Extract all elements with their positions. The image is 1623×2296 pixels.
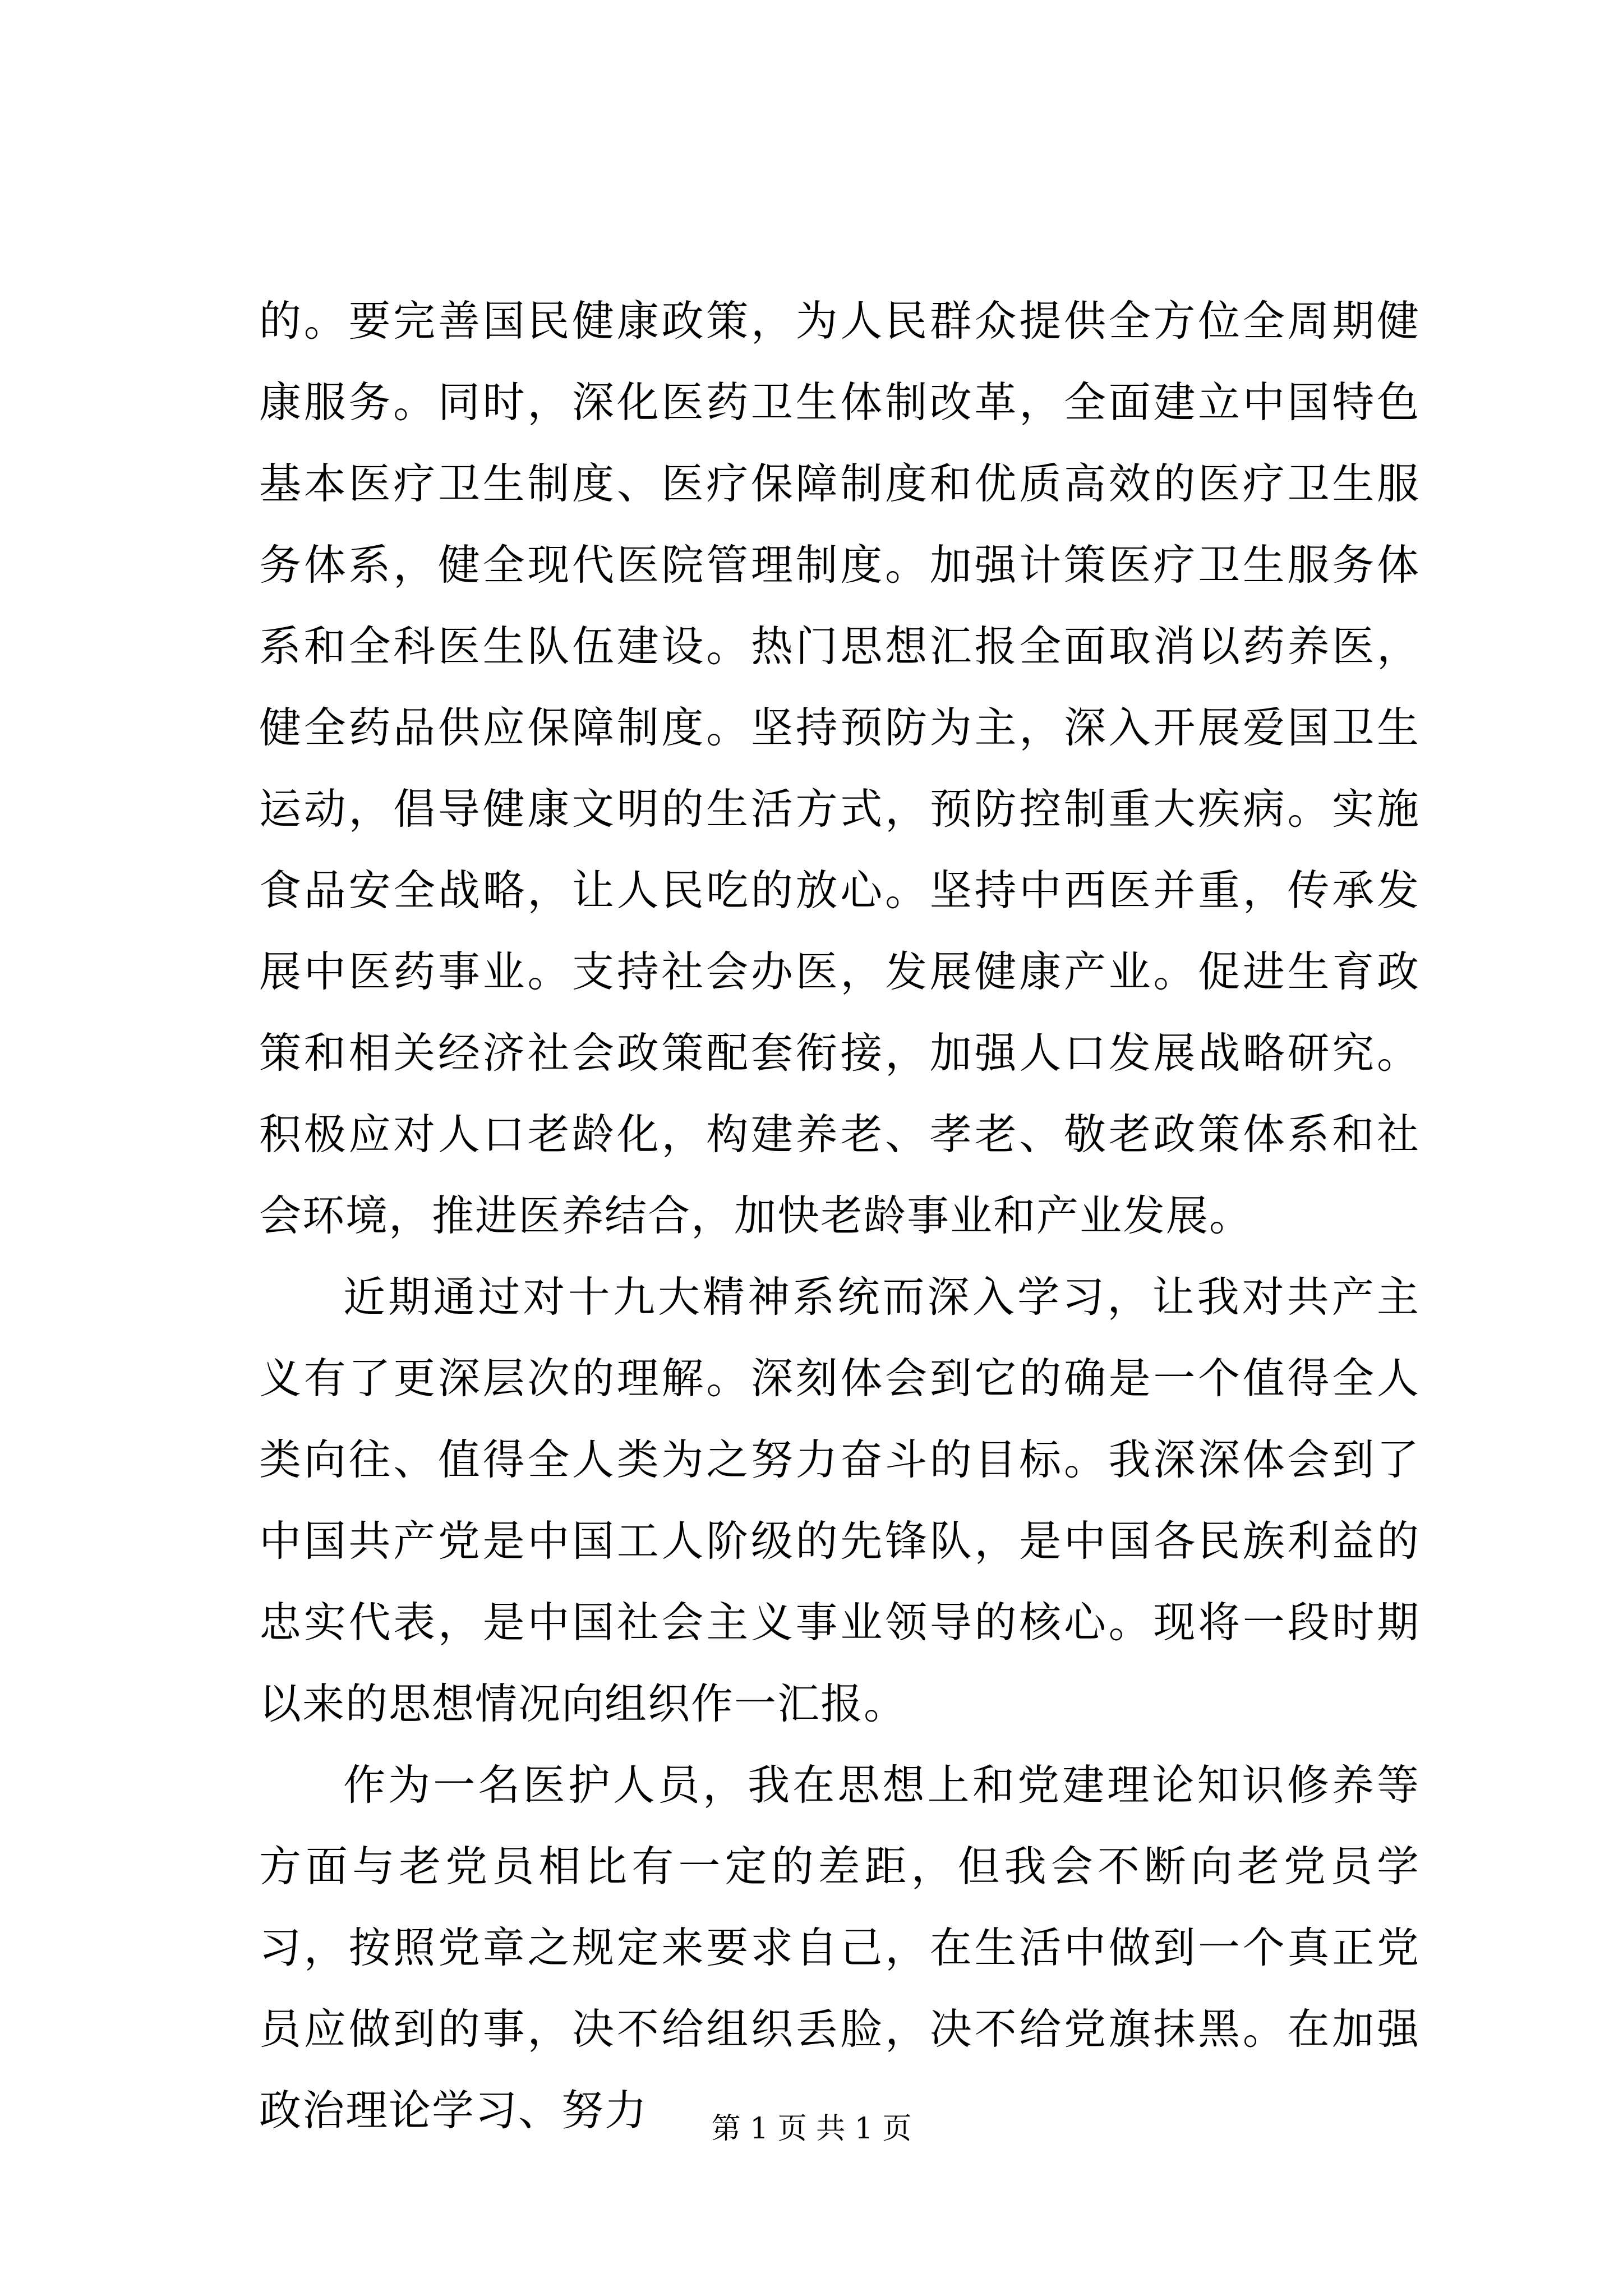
paragraph-3: 作为一名医护人员，我在思想上和党建理论知识修养等方面与老党员相比有一定的差距，但我会不断向老党员学习，按照党章之规定来要求自己，在生活中做到一个真正党员应做到的事，决不给组织丢脸，决不给党旗抹黑。在加强政治理论学习、努力 — [259, 1760, 1420, 2135]
paragraph-1: 的。要完善国民健康政策，为人民群众提供全方位全周期健康服务。同时，深化医药卫生体制改革，全面建立中国特色基本医疗卫生制度、医疗保障制度和优质高效的医疗卫生服务体系，健全现代医院管理制度。加强计策医疗卫生服务体系和全科医生队伍建设。热门思想汇报全面取消以药养医，健全药品供应保障制度。坚持预防为主，深入开展爱国卫生运动，倡导健康文明的生活方式，预防控制重大疾病。实施食品安全战略，让人民吃的放心。坚持中西医并重，传承发展中医药事业。支持社会办医，发展健康产业。促进生育政策和相关经济社会政策配套衔接，加强人口发展战略研究。积极应对人口老龄化，构建养老、孝老、敬老政策体系和社会环境，推进医养结合，加快老龄事业和产业发展。 — [259, 296, 1420, 1240]
page-footer: 第 1 页 共 1 页 — [711, 2112, 912, 2146]
paragraph-2: 近期通过对十九大精神系统而深入学习，让我对共产主义有了更深层次的理解。深刻体会到它的确是一个值得全人类向往、值得全人类为之努力奋斗的目标。我深深体会到了中国共产党是中国工人阶级的先锋队，是中国各民族利益的忠实代表，是中国社会主义事业领导的核心。现将一段时期以来的思想情况向组织作一汇报。 — [259, 1272, 1420, 1728]
document-body — [259, 280, 1420, 2151]
